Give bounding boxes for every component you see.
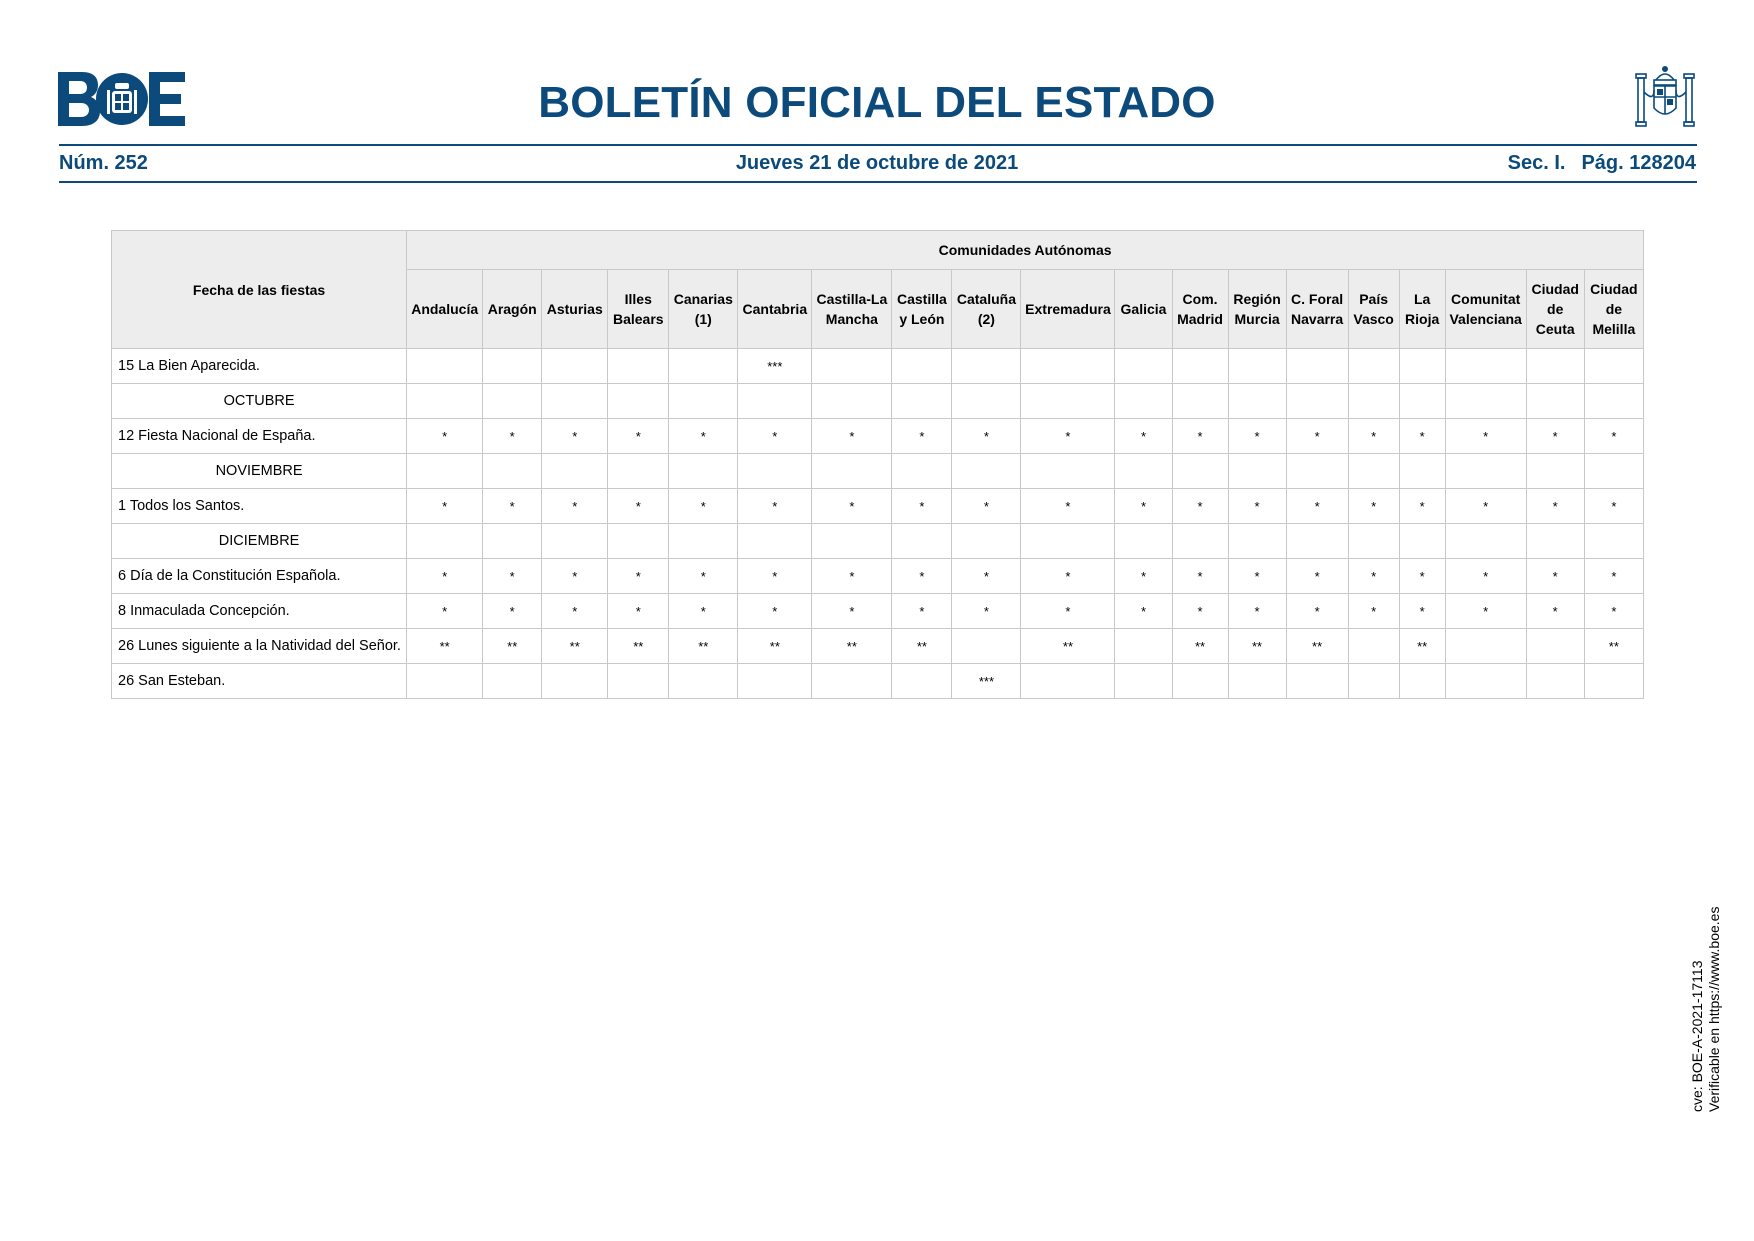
holiday-mark-cell bbox=[608, 524, 669, 559]
holiday-mark-cell bbox=[1526, 349, 1584, 384]
holiday-mark-cell bbox=[892, 664, 952, 699]
holiday-mark-cell bbox=[1348, 384, 1399, 419]
holiday-mark-cell bbox=[1348, 629, 1399, 664]
holiday-mark-cell bbox=[1584, 349, 1643, 384]
holiday-mark-cell bbox=[608, 664, 669, 699]
holiday-row bbox=[112, 594, 1644, 629]
region-header bbox=[738, 270, 812, 349]
holiday-mark-cell bbox=[542, 384, 608, 419]
holiday-mark-cell: * bbox=[1445, 419, 1526, 454]
holiday-mark-cell bbox=[952, 629, 1021, 664]
region-header-line: Aragón bbox=[487, 301, 537, 317]
holiday-mark-cell: * bbox=[1445, 594, 1526, 629]
holiday-mark-cell: * bbox=[1584, 489, 1643, 524]
month-label: OCTUBRE bbox=[112, 384, 407, 419]
region-header-line: Cantabria bbox=[742, 301, 808, 317]
holiday-mark-cell bbox=[1021, 524, 1115, 559]
holiday-mark-cell bbox=[1115, 349, 1172, 384]
holiday-mark-cell: * bbox=[1172, 419, 1228, 454]
page-title: BOLETÍN OFICIAL DEL ESTADO bbox=[538, 78, 1216, 127]
holiday-mark-cell: * bbox=[1115, 559, 1172, 594]
holiday-mark-cell bbox=[483, 454, 542, 489]
region-header-line: (1) bbox=[694, 311, 712, 327]
region-header-line: Extremadura bbox=[1025, 301, 1111, 317]
holiday-mark-cell: * bbox=[1348, 489, 1399, 524]
holiday-mark-cell bbox=[812, 454, 892, 489]
holiday-mark-cell: * bbox=[1228, 559, 1286, 594]
holiday-mark-cell bbox=[812, 384, 892, 419]
holiday-mark-cell: * bbox=[407, 489, 483, 524]
holiday-mark-cell bbox=[1228, 454, 1286, 489]
region-header bbox=[1445, 270, 1526, 349]
holiday-mark-cell: * bbox=[1286, 489, 1348, 524]
holiday-mark-cell: * bbox=[812, 594, 892, 629]
holiday-mark-cell: ** bbox=[669, 629, 738, 664]
holiday-mark-cell: * bbox=[1348, 594, 1399, 629]
holiday-mark-cell bbox=[1526, 664, 1584, 699]
holiday-mark-cell bbox=[1172, 524, 1228, 559]
region-header bbox=[1286, 270, 1348, 349]
region-header-line: País bbox=[1359, 291, 1389, 307]
region-header bbox=[952, 270, 1021, 349]
holiday-mark-cell bbox=[1286, 454, 1348, 489]
region-header-line: Murcia bbox=[1234, 311, 1280, 327]
holiday-mark-cell: * bbox=[407, 594, 483, 629]
holiday-mark-cell bbox=[892, 384, 952, 419]
holiday-mark-cell bbox=[483, 349, 542, 384]
holiday-mark-cell: * bbox=[1115, 489, 1172, 524]
holiday-mark-cell bbox=[1348, 454, 1399, 489]
holiday-mark-cell bbox=[1348, 524, 1399, 559]
region-header bbox=[1526, 270, 1584, 349]
holiday-mark-cell bbox=[1445, 384, 1526, 419]
holiday-mark-cell: * bbox=[608, 559, 669, 594]
holiday-mark-cell bbox=[1286, 524, 1348, 559]
holiday-mark-cell: ** bbox=[1584, 629, 1643, 664]
holiday-mark-cell: * bbox=[1445, 489, 1526, 524]
date-column-header: Fecha de las fiestas bbox=[112, 231, 407, 349]
holiday-mark-cell bbox=[1021, 384, 1115, 419]
region-header-line: C. Foral bbox=[1291, 291, 1344, 307]
holiday-mark-cell bbox=[669, 349, 738, 384]
region-header bbox=[892, 270, 952, 349]
holiday-mark-cell bbox=[608, 454, 669, 489]
holiday-mark-cell bbox=[812, 664, 892, 699]
region-header-line: Andalucía bbox=[411, 301, 479, 317]
holiday-mark-cell bbox=[1584, 664, 1643, 699]
holiday-mark-cell: * bbox=[1228, 419, 1286, 454]
holiday-mark-cell bbox=[542, 664, 608, 699]
holiday-mark-cell: * bbox=[892, 559, 952, 594]
month-row bbox=[112, 454, 1644, 489]
holiday-mark-cell: * bbox=[1172, 489, 1228, 524]
holiday-mark-cell bbox=[483, 524, 542, 559]
holiday-mark-cell bbox=[1115, 454, 1172, 489]
holiday-mark-cell: * bbox=[812, 419, 892, 454]
holiday-mark-cell bbox=[952, 454, 1021, 489]
holiday-mark-cell bbox=[1172, 384, 1228, 419]
holiday-mark-cell bbox=[1399, 454, 1445, 489]
month-row bbox=[112, 384, 1644, 419]
holiday-mark-cell bbox=[1445, 349, 1526, 384]
holiday-mark-cell bbox=[1286, 349, 1348, 384]
holiday-mark-cell: ** bbox=[1172, 629, 1228, 664]
month-label: DICIEMBRE bbox=[112, 524, 407, 559]
holiday-mark-cell: ** bbox=[892, 629, 952, 664]
region-header bbox=[1584, 270, 1643, 349]
holiday-mark-cell bbox=[608, 349, 669, 384]
region-header bbox=[608, 270, 669, 349]
holiday-mark-cell bbox=[483, 664, 542, 699]
region-header-line: de bbox=[1547, 301, 1564, 317]
holiday-mark-cell: ** bbox=[542, 629, 608, 664]
region-header-line: (2) bbox=[977, 311, 995, 327]
holiday-mark-cell bbox=[1172, 454, 1228, 489]
region-header-line: Ciudad bbox=[1590, 281, 1638, 297]
holiday-mark-cell: ** bbox=[738, 629, 812, 664]
holiday-label: 12 Fiesta Nacional de España. bbox=[112, 419, 407, 454]
region-header-line: Illes bbox=[624, 291, 652, 307]
holiday-mark-cell bbox=[812, 349, 892, 384]
holiday-mark-cell bbox=[407, 454, 483, 489]
month-label: NOVIEMBRE bbox=[112, 454, 407, 489]
holiday-mark-cell: * bbox=[483, 419, 542, 454]
holiday-mark-cell: * bbox=[952, 419, 1021, 454]
holiday-mark-cell: * bbox=[1021, 489, 1115, 524]
region-header bbox=[542, 270, 608, 349]
region-header bbox=[483, 270, 542, 349]
region-header bbox=[1115, 270, 1172, 349]
region-header-line: La bbox=[1413, 291, 1431, 307]
holiday-mark-cell bbox=[1584, 384, 1643, 419]
holiday-mark-cell: * bbox=[483, 559, 542, 594]
region-header-line: Navarra bbox=[1291, 311, 1344, 327]
holiday-row bbox=[112, 349, 1644, 384]
holiday-mark-cell bbox=[1021, 664, 1115, 699]
holiday-mark-cell: * bbox=[542, 559, 608, 594]
holiday-mark-cell bbox=[1399, 349, 1445, 384]
holiday-label: 26 San Esteban. bbox=[112, 664, 407, 699]
holiday-mark-cell: * bbox=[669, 419, 738, 454]
section-page bbox=[1508, 152, 1696, 175]
holiday-mark-cell bbox=[1526, 454, 1584, 489]
holiday-mark-cell bbox=[1526, 524, 1584, 559]
holiday-row bbox=[112, 489, 1644, 524]
holiday-mark-cell bbox=[407, 384, 483, 419]
holiday-mark-cell: * bbox=[1399, 489, 1445, 524]
holiday-mark-cell: * bbox=[669, 489, 738, 524]
holiday-mark-cell bbox=[952, 384, 1021, 419]
holiday-mark-cell: * bbox=[542, 419, 608, 454]
holiday-mark-cell: * bbox=[669, 559, 738, 594]
holiday-mark-cell bbox=[483, 384, 542, 419]
holiday-mark-cell bbox=[1526, 384, 1584, 419]
holiday-label: 6 Día de la Constitución Española. bbox=[112, 559, 407, 594]
holiday-mark-cell: * bbox=[952, 594, 1021, 629]
holidays-table bbox=[111, 230, 1644, 699]
holiday-mark-cell bbox=[1445, 629, 1526, 664]
cve-code: cve: BOE-A-2021-17113 bbox=[1689, 960, 1705, 1112]
holiday-mark-cell: * bbox=[1399, 559, 1445, 594]
region-header bbox=[1172, 270, 1228, 349]
region-header-line: Asturias bbox=[546, 301, 603, 317]
holiday-mark-cell bbox=[407, 349, 483, 384]
holiday-mark-cell bbox=[892, 349, 952, 384]
region-header bbox=[1348, 270, 1399, 349]
holiday-mark-cell: * bbox=[407, 559, 483, 594]
holiday-mark-cell: * bbox=[738, 419, 812, 454]
holiday-mark-cell bbox=[892, 524, 952, 559]
issue-date: Jueves 21 de octubre de 2021 bbox=[735, 152, 1019, 174]
holiday-mark-cell: * bbox=[1399, 419, 1445, 454]
holiday-mark-cell: ** bbox=[1228, 629, 1286, 664]
holiday-mark-cell: * bbox=[1228, 594, 1286, 629]
holiday-mark-cell: * bbox=[483, 594, 542, 629]
region-header bbox=[407, 270, 483, 349]
holiday-label: 8 Inmaculada Concepción. bbox=[112, 594, 407, 629]
holiday-mark-cell: ** bbox=[1399, 629, 1445, 664]
holiday-mark-cell bbox=[1021, 454, 1115, 489]
coat-of-arms-icon bbox=[1632, 62, 1698, 132]
holiday-mark-cell bbox=[738, 454, 812, 489]
holiday-row bbox=[112, 419, 1644, 454]
holiday-mark-cell: * bbox=[1228, 489, 1286, 524]
holiday-mark-cell bbox=[1348, 349, 1399, 384]
holiday-mark-cell: * bbox=[1115, 419, 1172, 454]
holiday-mark-cell bbox=[738, 384, 812, 419]
holiday-mark-cell: * bbox=[608, 419, 669, 454]
region-header-line: Melilla bbox=[1592, 321, 1636, 337]
holiday-mark-cell: * bbox=[812, 489, 892, 524]
holiday-mark-cell: ** bbox=[1286, 629, 1348, 664]
holiday-mark-cell bbox=[738, 664, 812, 699]
issue-number: Núm. 252 bbox=[59, 152, 148, 174]
holiday-label: 15 La Bien Aparecida. bbox=[112, 349, 407, 384]
holiday-mark-cell bbox=[1399, 664, 1445, 699]
holiday-mark-cell bbox=[1584, 454, 1643, 489]
holiday-mark-cell: *** bbox=[738, 349, 812, 384]
holiday-mark-cell: * bbox=[1021, 594, 1115, 629]
holiday-mark-cell bbox=[952, 349, 1021, 384]
holiday-mark-cell bbox=[1286, 664, 1348, 699]
holiday-mark-cell: * bbox=[1526, 594, 1584, 629]
holiday-mark-cell: * bbox=[407, 419, 483, 454]
section-label: Sec. I. bbox=[1507, 152, 1566, 174]
holiday-mark-cell bbox=[1021, 349, 1115, 384]
holiday-mark-cell: * bbox=[1348, 559, 1399, 594]
holiday-mark-cell bbox=[1399, 524, 1445, 559]
holiday-mark-cell: * bbox=[738, 559, 812, 594]
holiday-mark-cell: * bbox=[892, 594, 952, 629]
regions-group-header: Comunidades Autónomas bbox=[407, 231, 1644, 270]
holiday-mark-cell bbox=[1172, 349, 1228, 384]
holiday-mark-cell: * bbox=[1584, 419, 1643, 454]
region-header-line: Vasco bbox=[1353, 311, 1394, 327]
holiday-mark-cell: *** bbox=[952, 664, 1021, 699]
holiday-label: 1 Todos los Santos. bbox=[112, 489, 407, 524]
holiday-mark-cell bbox=[669, 664, 738, 699]
holiday-mark-cell: ** bbox=[407, 629, 483, 664]
holiday-mark-cell bbox=[1228, 664, 1286, 699]
holiday-mark-cell: ** bbox=[483, 629, 542, 664]
holiday-mark-cell: * bbox=[669, 594, 738, 629]
region-header bbox=[812, 270, 892, 349]
holiday-mark-cell: * bbox=[1021, 419, 1115, 454]
region-header bbox=[1021, 270, 1115, 349]
holiday-mark-cell: * bbox=[1526, 419, 1584, 454]
holiday-mark-cell: ** bbox=[1021, 629, 1115, 664]
holiday-mark-cell bbox=[542, 524, 608, 559]
holiday-mark-cell bbox=[812, 524, 892, 559]
holiday-mark-cell: * bbox=[952, 559, 1021, 594]
holiday-mark-cell bbox=[542, 454, 608, 489]
holiday-mark-cell bbox=[1445, 524, 1526, 559]
holiday-mark-cell: * bbox=[1526, 559, 1584, 594]
region-header-line: Ceuta bbox=[1535, 321, 1575, 337]
holiday-mark-cell: * bbox=[542, 489, 608, 524]
holiday-mark-cell: * bbox=[1172, 594, 1228, 629]
month-row bbox=[112, 524, 1644, 559]
region-header bbox=[669, 270, 738, 349]
region-header-line: Castilla-La bbox=[816, 291, 888, 307]
holiday-mark-cell: * bbox=[608, 594, 669, 629]
holiday-mark-cell: * bbox=[892, 419, 952, 454]
header-rule-bottom bbox=[59, 181, 1697, 183]
holiday-mark-cell: * bbox=[892, 489, 952, 524]
region-header bbox=[1399, 270, 1445, 349]
holiday-mark-cell bbox=[1399, 384, 1445, 419]
holiday-mark-cell bbox=[669, 384, 738, 419]
holiday-mark-cell bbox=[952, 524, 1021, 559]
holiday-mark-cell bbox=[1115, 629, 1172, 664]
holiday-mark-cell: * bbox=[542, 594, 608, 629]
holiday-mark-cell: * bbox=[1021, 559, 1115, 594]
region-header-line: Galicia bbox=[1120, 301, 1167, 317]
holiday-mark-cell: ** bbox=[812, 629, 892, 664]
holiday-mark-cell: * bbox=[1286, 419, 1348, 454]
holiday-mark-cell: * bbox=[1584, 559, 1643, 594]
region-header-line: Com. bbox=[1182, 291, 1218, 307]
region-header-line: Rioja bbox=[1405, 311, 1440, 327]
holiday-mark-cell bbox=[1348, 664, 1399, 699]
region-header-line: Valenciana bbox=[1449, 311, 1522, 327]
holiday-row bbox=[112, 629, 1644, 664]
holiday-mark-cell: * bbox=[483, 489, 542, 524]
holiday-mark-cell bbox=[1286, 384, 1348, 419]
region-header-line: Castilla bbox=[896, 291, 947, 307]
holiday-mark-cell: * bbox=[1286, 559, 1348, 594]
holiday-mark-cell bbox=[1115, 524, 1172, 559]
holiday-mark-cell bbox=[1526, 629, 1584, 664]
holiday-mark-cell bbox=[669, 524, 738, 559]
holiday-label: 26 Lunes siguiente a la Natividad del Señor. bbox=[112, 629, 407, 664]
holiday-mark-cell bbox=[1445, 664, 1526, 699]
holiday-mark-cell: ** bbox=[608, 629, 669, 664]
holiday-row bbox=[112, 664, 1644, 699]
region-header bbox=[1228, 270, 1286, 349]
region-header-line: de bbox=[1605, 301, 1623, 317]
holiday-mark-cell bbox=[1115, 664, 1172, 699]
verification-url: Verificable en https://www.boe.es bbox=[1706, 906, 1722, 1112]
holiday-mark-cell: * bbox=[812, 559, 892, 594]
holiday-mark-cell: * bbox=[1445, 559, 1526, 594]
holiday-mark-cell: * bbox=[608, 489, 669, 524]
region-header-line: Mancha bbox=[825, 311, 878, 327]
holiday-mark-cell: * bbox=[1348, 419, 1399, 454]
holiday-mark-cell bbox=[1228, 384, 1286, 419]
holiday-mark-cell bbox=[1228, 524, 1286, 559]
holiday-mark-cell bbox=[407, 664, 483, 699]
region-header-line: y León bbox=[899, 311, 945, 327]
holiday-mark-cell bbox=[608, 384, 669, 419]
holiday-mark-cell bbox=[1115, 384, 1172, 419]
holiday-mark-cell bbox=[1584, 524, 1643, 559]
holiday-mark-cell: * bbox=[1172, 559, 1228, 594]
region-header-line: Cataluña bbox=[956, 291, 1016, 307]
region-header-line: Balears bbox=[612, 311, 664, 327]
holiday-mark-cell: * bbox=[1399, 594, 1445, 629]
holiday-mark-cell bbox=[892, 454, 952, 489]
holiday-mark-cell bbox=[738, 524, 812, 559]
holiday-mark-cell bbox=[1172, 664, 1228, 699]
verification-note bbox=[1689, 907, 1723, 1112]
holiday-mark-cell: * bbox=[738, 594, 812, 629]
header-rule-top bbox=[59, 144, 1697, 146]
holiday-mark-cell: * bbox=[1526, 489, 1584, 524]
region-header-line: Madrid bbox=[1177, 311, 1223, 327]
holiday-mark-cell: * bbox=[952, 489, 1021, 524]
holiday-mark-cell bbox=[1228, 349, 1286, 384]
holiday-mark-cell: * bbox=[1286, 594, 1348, 629]
holiday-mark-cell: * bbox=[1115, 594, 1172, 629]
holiday-mark-cell: * bbox=[738, 489, 812, 524]
region-header-line: Comunitat bbox=[1451, 291, 1521, 307]
holiday-mark-cell: * bbox=[1584, 594, 1643, 629]
holiday-mark-cell bbox=[407, 524, 483, 559]
page-number: Pág. 128204 bbox=[1581, 152, 1696, 174]
holiday-mark-cell bbox=[1445, 454, 1526, 489]
region-header-line: Región bbox=[1233, 291, 1281, 307]
holiday-mark-cell bbox=[542, 349, 608, 384]
holiday-mark-cell bbox=[669, 454, 738, 489]
region-header-line: Ciudad bbox=[1531, 281, 1579, 297]
holiday-row bbox=[112, 559, 1644, 594]
region-header-line: Canarias bbox=[673, 291, 733, 307]
